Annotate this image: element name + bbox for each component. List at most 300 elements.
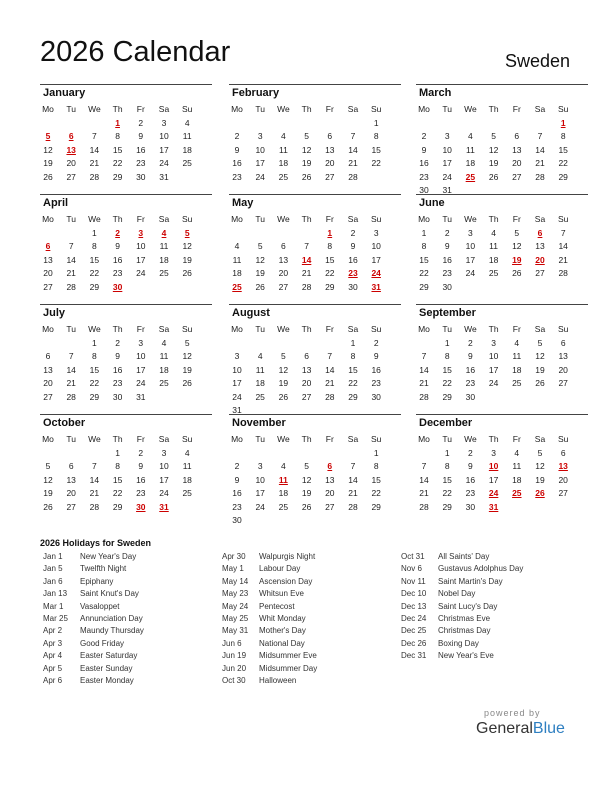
day-cell: 27 xyxy=(278,281,289,292)
holiday-name: Saint Knut's Day xyxy=(80,589,139,599)
holiday-name: Labour Day xyxy=(259,564,301,574)
weekday-header: Sa xyxy=(534,324,546,334)
day-cell: 29 xyxy=(371,501,381,512)
day-cell: 16 xyxy=(465,364,476,375)
day-cell: 28 xyxy=(419,391,429,402)
day-cell: 17 xyxy=(465,254,476,265)
holiday-date: May 24 xyxy=(222,601,249,611)
day-cell: 20 xyxy=(43,268,53,279)
day-cell: 15 xyxy=(89,254,100,265)
month-name: November xyxy=(232,417,286,429)
day-cell: 28 xyxy=(66,281,76,292)
holiday-day-cell: 5 xyxy=(184,228,190,238)
holiday-name: Whit Monday xyxy=(259,613,306,623)
month-january xyxy=(40,84,212,189)
day-cell: 17 xyxy=(488,364,499,375)
holiday-date: Jan 13 xyxy=(43,589,68,599)
day-cell: 7 xyxy=(421,461,427,472)
day-cell: 9 xyxy=(468,351,473,362)
weekday-header: Tu xyxy=(66,434,76,444)
day-cell: 16 xyxy=(112,254,123,265)
day-cell: 29 xyxy=(89,281,100,292)
weekday-header: Mo xyxy=(231,214,243,224)
day-cell: 21 xyxy=(419,488,429,499)
holiday-column xyxy=(222,552,392,688)
holiday-column xyxy=(43,552,213,688)
weekday-header: Fr xyxy=(325,324,334,334)
holiday-day-cell: 6 xyxy=(327,461,333,472)
day-cell: 23 xyxy=(465,378,476,389)
day-cell: 26 xyxy=(512,268,522,279)
holiday-item xyxy=(401,564,571,576)
day-cell: 2 xyxy=(138,118,144,128)
day-cell: 19 xyxy=(278,378,289,389)
day-cell: 18 xyxy=(159,254,169,265)
weekday-header: Su xyxy=(557,104,569,114)
holiday-name: Saint Lucy's Day xyxy=(438,601,498,611)
months-grid xyxy=(40,84,574,524)
holiday-day-cell: 24 xyxy=(371,268,381,279)
day-cell: 6 xyxy=(68,461,74,472)
day-cell: 19 xyxy=(301,158,312,169)
day-cell: 20 xyxy=(325,488,335,499)
holiday-item xyxy=(401,614,571,626)
day-cell: 21 xyxy=(325,378,335,389)
holiday-day-cell: 11 xyxy=(278,474,288,485)
holiday-day-cell: 6 xyxy=(45,241,51,252)
holiday-day-cell: 13 xyxy=(66,144,76,155)
day-cell: 17 xyxy=(371,254,381,265)
day-cell: 29 xyxy=(558,171,568,182)
day-cell: 7 xyxy=(421,351,427,362)
weekday-header: Su xyxy=(181,434,193,444)
weekday-header: Mo xyxy=(42,434,54,444)
day-cell: 17 xyxy=(255,158,265,169)
holiday-day-cell: 30 xyxy=(112,281,123,292)
weekday-header: Fr xyxy=(325,434,334,444)
day-cell: 14 xyxy=(558,241,568,252)
day-cell: 3 xyxy=(161,118,167,128)
day-cell: 28 xyxy=(558,268,568,279)
day-cell: 26 xyxy=(488,171,499,182)
holiday-day-cell: 25 xyxy=(232,281,242,292)
day-cell: 28 xyxy=(535,171,545,182)
day-cell: 9 xyxy=(138,131,144,142)
day-cell: 14 xyxy=(348,144,358,155)
day-cell: 9 xyxy=(234,474,240,485)
day-cell: 3 xyxy=(161,448,167,458)
holiday-item xyxy=(401,577,571,589)
day-cell: 2 xyxy=(138,448,144,458)
day-cell: 29 xyxy=(112,171,123,182)
holiday-day-cell: 31 xyxy=(371,281,381,292)
day-cell: 18 xyxy=(512,474,522,485)
day-cell: 9 xyxy=(115,351,120,362)
day-cell: 26 xyxy=(255,281,265,292)
holiday-name: Gustavus Adolphus Day xyxy=(438,564,524,574)
day-cell: 24 xyxy=(442,171,452,182)
day-cell: 19 xyxy=(182,364,192,375)
day-cell: 14 xyxy=(535,144,545,155)
weekday-header: Th xyxy=(112,324,123,334)
month-name: December xyxy=(419,417,473,429)
day-cell: 3 xyxy=(138,338,144,348)
day-cell: 12 xyxy=(488,144,499,155)
day-cell: 18 xyxy=(278,488,289,499)
holiday-name: All Saints' Day xyxy=(438,552,490,561)
month-august xyxy=(229,304,401,415)
day-cell: 25 xyxy=(182,158,192,169)
day-cell: 23 xyxy=(112,378,123,389)
day-cell: 14 xyxy=(348,474,358,485)
holidays-heading: 2026 Holidays for Sweden xyxy=(40,538,152,548)
weekday-header: Su xyxy=(370,434,382,444)
day-cell: 25 xyxy=(488,268,499,279)
day-cell: 24 xyxy=(232,391,242,402)
weekday-header: Th xyxy=(301,214,312,224)
day-cell: 1 xyxy=(350,338,356,348)
holiday-date: Dec 31 xyxy=(401,651,427,661)
day-cell: 15 xyxy=(371,474,381,485)
day-cell: 23 xyxy=(371,378,381,389)
day-cell: 23 xyxy=(136,488,146,499)
day-cell: 4 xyxy=(491,228,496,238)
weekday-header: Fr xyxy=(325,214,334,224)
day-cell: 13 xyxy=(43,364,53,375)
weekday-header: Tu xyxy=(255,214,265,224)
day-cell: 25 xyxy=(278,501,289,512)
day-cell: 14 xyxy=(419,474,429,485)
day-cell: 8 xyxy=(373,131,379,142)
month-name: February xyxy=(232,87,280,99)
holiday-date: Apr 2 xyxy=(43,626,63,636)
month-april xyxy=(40,194,212,299)
day-cell: 11 xyxy=(232,254,242,265)
holiday-name: Easter Saturday xyxy=(80,651,138,661)
holiday-day-cell: 6 xyxy=(537,228,543,238)
holiday-item xyxy=(43,564,213,576)
day-cell: 23 xyxy=(465,488,476,499)
holiday-item xyxy=(222,676,392,688)
holiday-name: Christmas Eve xyxy=(438,613,491,623)
day-cell: 9 xyxy=(115,241,120,252)
day-cell: 15 xyxy=(112,144,123,155)
day-cell: 5 xyxy=(281,351,286,362)
day-cell: 12 xyxy=(182,241,192,252)
day-cell: 3 xyxy=(257,461,263,472)
day-cell: 17 xyxy=(255,488,265,499)
day-cell: 22 xyxy=(419,268,429,279)
holiday-item xyxy=(401,552,571,564)
day-cell: 6 xyxy=(281,241,286,252)
day-cell: 17 xyxy=(159,144,169,155)
day-cell: 20 xyxy=(43,378,53,389)
day-cell: 13 xyxy=(535,241,545,252)
day-cell: 22 xyxy=(112,488,123,499)
day-cell: 21 xyxy=(66,268,76,279)
weekday-header: Fr xyxy=(136,214,145,224)
month-february xyxy=(229,84,401,189)
day-cell: 10 xyxy=(465,241,476,252)
weekday-header: Tu xyxy=(442,324,452,334)
day-cell: 22 xyxy=(371,488,381,499)
day-cell: 2 xyxy=(350,228,356,238)
weekday-header: Su xyxy=(557,214,569,224)
month-name: August xyxy=(232,307,270,319)
weekday-header: Th xyxy=(488,104,499,114)
day-cell: 26 xyxy=(43,501,53,512)
day-cell: 15 xyxy=(89,364,100,375)
day-cell: 26 xyxy=(301,501,312,512)
day-cell: 30 xyxy=(371,391,381,402)
holiday-name: Midsummer Day xyxy=(259,663,318,673)
day-cell: 27 xyxy=(535,268,545,279)
holiday-item xyxy=(43,602,213,614)
weekday-header: Su xyxy=(181,324,193,334)
day-cell: 12 xyxy=(255,254,265,265)
month-november xyxy=(229,414,401,525)
day-cell: 12 xyxy=(278,364,289,375)
day-cell: 10 xyxy=(159,461,169,472)
day-cell: 30 xyxy=(348,281,358,292)
weekday-header: Su xyxy=(181,104,193,114)
holiday-item xyxy=(222,577,392,589)
day-cell: 20 xyxy=(558,364,568,375)
holiday-item xyxy=(43,626,213,638)
weekday-header: Sa xyxy=(158,214,170,224)
day-cell: 1 xyxy=(92,338,97,348)
day-cell: 27 xyxy=(325,171,335,182)
day-cell: 10 xyxy=(255,474,265,485)
day-cell: 4 xyxy=(234,241,240,252)
day-cell: 21 xyxy=(535,158,545,169)
weekday-header: Su xyxy=(370,104,382,114)
day-cell: 1 xyxy=(115,448,120,458)
holiday-day-cell: 1 xyxy=(327,228,333,238)
holiday-date: Dec 26 xyxy=(401,638,427,648)
day-cell: 20 xyxy=(512,158,522,169)
weekday-header: Sa xyxy=(158,434,170,444)
holiday-date: Apr 4 xyxy=(43,651,63,661)
day-cell: 9 xyxy=(468,461,473,472)
day-cell: 6 xyxy=(327,131,333,142)
holiday-date: May 25 xyxy=(222,613,249,623)
holiday-date: Nov 11 xyxy=(401,576,426,586)
weekday-header: We xyxy=(277,214,290,224)
holiday-item xyxy=(222,564,392,576)
weekday-header: Fr xyxy=(512,434,521,444)
weekday-header: Th xyxy=(488,324,499,334)
day-cell: 21 xyxy=(348,488,358,499)
day-cell: 14 xyxy=(325,364,335,375)
holiday-name: Walpurgis Night xyxy=(259,552,316,561)
day-cell: 13 xyxy=(43,254,53,265)
weekday-header: Sa xyxy=(347,104,359,114)
day-cell: 28 xyxy=(89,501,100,512)
day-cell: 7 xyxy=(304,241,309,252)
weekday-header: Tu xyxy=(66,104,76,114)
day-cell: 2 xyxy=(373,338,379,348)
day-cell: 24 xyxy=(465,268,476,279)
holiday-day-cell: 24 xyxy=(488,488,499,499)
month-may xyxy=(229,194,401,299)
month-divider xyxy=(229,84,401,85)
day-cell: 22 xyxy=(442,378,452,389)
weekday-header: Tu xyxy=(442,434,452,444)
holiday-day-cell: 30 xyxy=(136,501,146,512)
day-cell: 8 xyxy=(327,241,333,252)
day-cell: 28 xyxy=(301,281,312,292)
day-cell: 15 xyxy=(419,254,429,265)
day-cell: 10 xyxy=(442,144,452,155)
holiday-date: Apr 6 xyxy=(43,675,63,685)
holiday-name: Ascension Day xyxy=(259,576,313,586)
holiday-item xyxy=(43,614,213,626)
holiday-date: Apr 3 xyxy=(43,638,63,648)
holiday-item xyxy=(401,589,571,601)
weekday-header: We xyxy=(88,434,101,444)
month-divider xyxy=(40,304,212,305)
day-cell: 3 xyxy=(468,228,473,238)
day-cell: 6 xyxy=(514,131,520,142)
weekday-header: Th xyxy=(488,434,499,444)
day-cell: 8 xyxy=(560,131,566,142)
day-cell: 28 xyxy=(419,501,429,512)
day-cell: 23 xyxy=(112,268,123,279)
day-cell: 21 xyxy=(558,254,568,265)
page-title: 2026 Calendar xyxy=(40,36,231,68)
holiday-item xyxy=(43,577,213,589)
holiday-date: Jun 6 xyxy=(222,638,242,648)
day-cell: 20 xyxy=(301,378,312,389)
holiday-date: Jan 6 xyxy=(43,576,63,586)
day-cell: 28 xyxy=(348,501,358,512)
day-cell: 21 xyxy=(89,158,100,169)
holiday-item xyxy=(222,589,392,601)
day-cell: 17 xyxy=(136,254,146,265)
weekday-header: Fr xyxy=(136,324,145,334)
day-cell: 10 xyxy=(488,351,499,362)
day-cell: 25 xyxy=(255,391,265,402)
holiday-name: New Year's Day xyxy=(80,552,137,561)
holiday-name: Saint Martin's Day xyxy=(438,576,503,586)
month-divider xyxy=(229,194,401,195)
month-june xyxy=(416,194,588,299)
weekday-header: Fr xyxy=(512,324,521,334)
holiday-name: Easter Monday xyxy=(80,675,134,685)
day-cell: 4 xyxy=(184,448,190,458)
day-cell: 8 xyxy=(92,351,97,362)
day-cell: 2 xyxy=(234,131,240,142)
month-name: June xyxy=(419,197,445,209)
day-cell: 9 xyxy=(444,241,450,252)
day-cell: 21 xyxy=(419,378,429,389)
holiday-date: Dec 10 xyxy=(401,589,427,599)
day-cell: 11 xyxy=(512,351,522,362)
holiday-date: Oct 31 xyxy=(401,552,425,561)
day-cell: 16 xyxy=(465,474,476,485)
day-cell: 1 xyxy=(373,118,379,128)
day-cell: 7 xyxy=(537,131,543,142)
holiday-item xyxy=(222,626,392,638)
weekday-header: Fr xyxy=(325,104,334,114)
weekday-header: Mo xyxy=(231,104,243,114)
holiday-date: Mar 1 xyxy=(43,601,64,611)
day-cell: 25 xyxy=(182,488,192,499)
holiday-date: Dec 24 xyxy=(401,613,427,623)
day-cell: 6 xyxy=(560,338,566,348)
day-cell: 3 xyxy=(234,351,240,362)
holiday-item xyxy=(43,676,213,688)
day-cell: 26 xyxy=(301,171,312,182)
day-cell: 14 xyxy=(89,144,100,155)
day-cell: 17 xyxy=(488,474,499,485)
day-cell: 4 xyxy=(257,351,263,362)
day-cell: 17 xyxy=(136,364,146,375)
weekday-header: Sa xyxy=(347,434,359,444)
day-cell: 5 xyxy=(45,461,51,472)
day-cell: 13 xyxy=(301,364,312,375)
holiday-date: Jan 1 xyxy=(43,552,63,561)
holiday-name: Boxing Day xyxy=(438,638,479,648)
day-cell: 3 xyxy=(373,228,379,238)
weekday-header: Fr xyxy=(512,214,521,224)
holiday-item xyxy=(43,664,213,676)
day-cell: 31 xyxy=(159,171,169,182)
day-cell: 6 xyxy=(304,351,309,362)
holiday-day-cell: 26 xyxy=(535,488,545,499)
day-cell: 5 xyxy=(491,131,496,142)
day-cell: 28 xyxy=(89,171,100,182)
holiday-date: Jun 20 xyxy=(222,663,247,673)
day-cell: 22 xyxy=(348,378,358,389)
day-cell: 2 xyxy=(468,338,473,348)
holiday-day-cell: 5 xyxy=(45,131,51,142)
day-cell: 7 xyxy=(68,241,74,252)
day-cell: 7 xyxy=(68,351,74,362)
day-cell: 19 xyxy=(43,488,53,499)
day-cell: 29 xyxy=(419,281,429,292)
day-cell: 12 xyxy=(301,474,312,485)
day-cell: 27 xyxy=(512,171,522,182)
holiday-date: Jun 19 xyxy=(222,651,247,661)
holiday-name: Vasaloppet xyxy=(80,601,120,611)
weekday-header: Sa xyxy=(534,104,546,114)
day-cell: 26 xyxy=(535,378,545,389)
holiday-column xyxy=(401,552,571,664)
day-cell: 7 xyxy=(92,461,97,472)
day-cell: 8 xyxy=(115,461,120,472)
weekday-header: We xyxy=(464,324,477,334)
day-cell: 18 xyxy=(255,378,265,389)
day-cell: 30 xyxy=(419,185,429,195)
weekday-header: Fr xyxy=(512,104,521,114)
day-cell: 23 xyxy=(442,268,452,279)
brand-name-general: General xyxy=(476,720,533,737)
day-cell: 27 xyxy=(43,281,53,292)
weekday-header: Su xyxy=(557,434,569,444)
day-cell: 28 xyxy=(66,391,76,402)
day-cell: 27 xyxy=(558,378,568,389)
day-cell: 24 xyxy=(488,378,499,389)
day-cell: 11 xyxy=(159,351,169,362)
day-cell: 16 xyxy=(232,158,242,169)
day-cell: 11 xyxy=(465,144,475,155)
holiday-name: Nobel Day xyxy=(438,589,476,599)
weekday-header: We xyxy=(88,324,101,334)
weekday-header: Th xyxy=(112,104,123,114)
weekday-header: Sa xyxy=(534,434,546,444)
